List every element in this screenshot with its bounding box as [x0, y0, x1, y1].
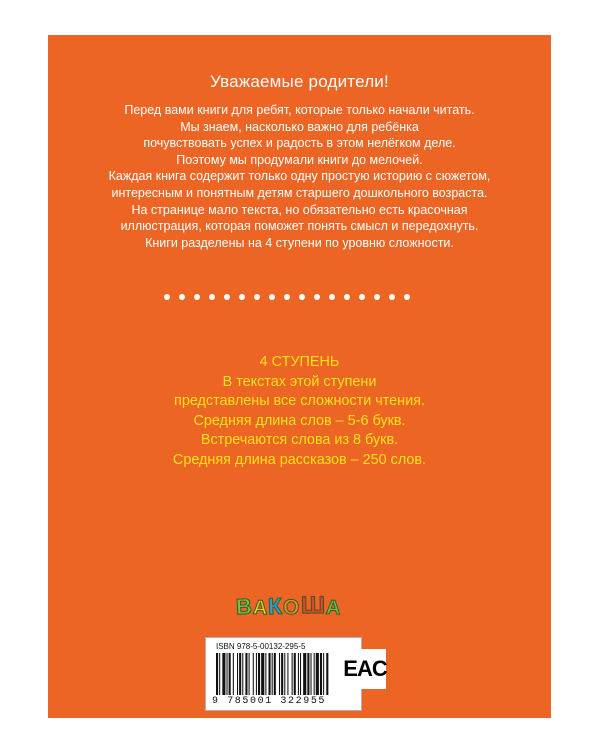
level-line: В текстах этой ступени: [222, 373, 377, 390]
divider-dot: [329, 294, 335, 300]
dot-divider: [164, 294, 410, 300]
divider-dot: [164, 294, 170, 300]
isbn-label: ISBN 978-5-00132-295-5: [216, 642, 306, 651]
intro-line: иллюстрация, которая поможет понять смысл и передохнуть.: [120, 219, 479, 234]
intro-line: почувствовать успех и радость в этом нелёгком деле.: [143, 136, 456, 151]
intro-heading: Уважаемые родители!: [210, 72, 389, 91]
level-line: Средняя длина рассказов – 250 слов.: [172, 451, 427, 468]
logo-letter: О: [282, 595, 301, 620]
logo-letter: В: [235, 593, 253, 620]
divider-dot: [239, 294, 245, 300]
divider-dot: [209, 294, 215, 300]
intro-line: Каждая книга содержит только одну простую историю с сюжетом,: [108, 169, 491, 184]
level-line: представлены все сложности чтения.: [174, 393, 425, 409]
divider-dot: [374, 294, 380, 300]
level-line: Встречаются слова из 8 букв.: [200, 432, 399, 448]
intro-line: интересным и понятным детям старшего дошкольного возраста.: [111, 185, 488, 200]
logo-letter: А: [252, 596, 268, 620]
divider-dot: [194, 294, 200, 300]
logo-letter: К: [267, 592, 283, 620]
back-cover: [48, 35, 551, 718]
intro-line: На странице мало текста, но обязательно есть красочная: [131, 202, 468, 217]
intro-line: Книги разделены на 4 ступени по уровню сложности.: [145, 235, 454, 250]
barcode-icon: [216, 653, 351, 695]
divider-dot: [299, 294, 305, 300]
barcode-panel: [205, 637, 362, 711]
divider-dot: [344, 294, 350, 300]
intro-line: Поэтому мы продумали книги до мелочей.: [176, 152, 423, 167]
intro-line: Мы знаем, насколько важно для ребёнка: [180, 119, 419, 134]
reading-level-info: [48, 353, 551, 470]
intro-paragraph: [58, 102, 541, 251]
logo-letter: А: [325, 596, 341, 620]
divider-dot: [179, 294, 185, 300]
divider-dot: [269, 294, 275, 300]
level-title: 4 СТУПЕНЬ: [259, 354, 340, 370]
divider-dot: [314, 294, 320, 300]
divider-dot: [254, 294, 260, 300]
divider-dot: [389, 294, 395, 300]
barcode-digits: 9 785001 322955: [212, 696, 327, 707]
level-line: Средняя длина слов – 5-6 букв.: [193, 412, 406, 429]
intro-line: Перед вами книги для ребят, которые только начали читать.: [124, 103, 475, 117]
publisher-logo: [235, 591, 341, 620]
eac-certification-mark: EAC: [344, 649, 386, 689]
divider-dot: [224, 294, 230, 300]
logo-letter: Ш: [300, 591, 326, 620]
divider-dot: [359, 294, 365, 300]
divider-dot: [284, 294, 290, 300]
divider-dot: [404, 294, 410, 300]
